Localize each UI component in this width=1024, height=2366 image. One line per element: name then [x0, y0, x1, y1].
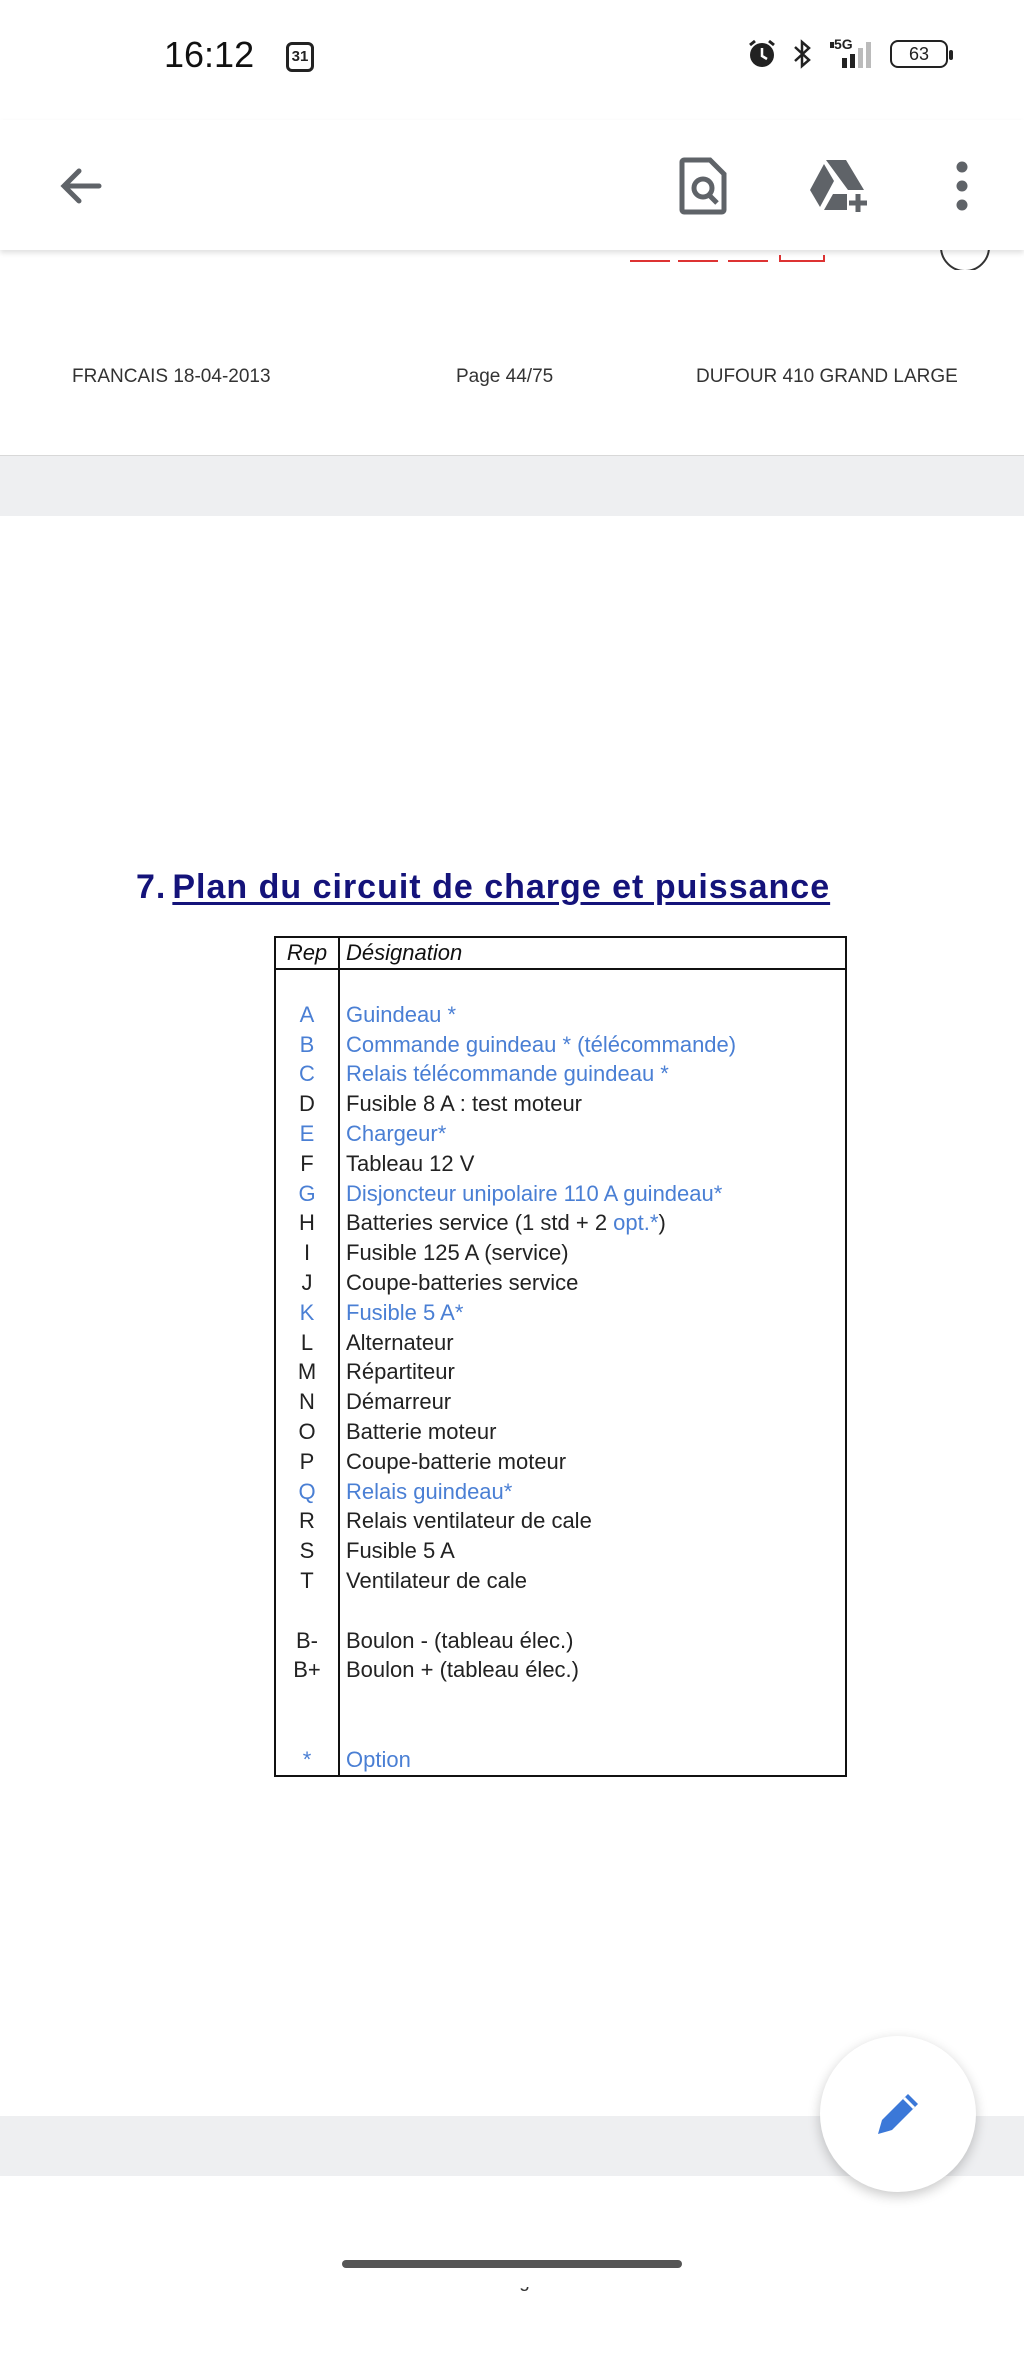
pdf-viewer[interactable] [0, 250, 1024, 2250]
designation-cell: Fusible 125 A (service) [339, 1238, 846, 1268]
table-row [275, 1566, 846, 1596]
designation-cell [339, 969, 846, 1000]
designation-cell: Guindeau * [339, 1000, 846, 1030]
designation-cell: Tableau 12 V [339, 1149, 846, 1179]
bluetooth-icon [792, 38, 814, 70]
designation-cell: Alternateur [339, 1328, 846, 1358]
rep-cell: E [275, 1119, 339, 1149]
table-row [275, 1179, 846, 1209]
back-button[interactable] [44, 150, 116, 222]
battery-icon: 63 [890, 40, 948, 68]
calendar-icon: 31 [286, 42, 314, 72]
designation-cell: Relais ventilateur de cale [339, 1506, 846, 1536]
navigation-bar [0, 2176, 1024, 2287]
rep-cell [275, 1596, 339, 1626]
table-row [275, 1715, 846, 1745]
status-time: 16:12 [164, 34, 255, 75]
table-row [275, 1685, 846, 1715]
table-row [275, 1596, 846, 1626]
footer-right: DUFOUR 410 GRAND LARGE [696, 366, 958, 387]
table-row [275, 1030, 846, 1060]
rep-cell: G [275, 1179, 339, 1209]
table-row [275, 1298, 846, 1328]
rep-cell: B- [275, 1626, 339, 1656]
top-app-bar [0, 120, 1024, 250]
table-row [275, 1387, 846, 1417]
option-mark: opt.* [613, 1210, 659, 1236]
add-to-drive-button[interactable] [804, 150, 876, 222]
table-row [275, 1268, 846, 1298]
designation-cell: Relais guindeau* [339, 1477, 846, 1507]
table-row [275, 1000, 846, 1030]
rep-cell: O [275, 1417, 339, 1447]
designation-text: Batteries service (1 std + 2 [346, 1210, 614, 1236]
find-in-page-icon [678, 156, 730, 216]
designation-cell: Démarreur [339, 1387, 846, 1417]
designation-cell: Boulon + (tableau élec.) [339, 1655, 846, 1685]
table-row [275, 1328, 846, 1358]
table-header-row [275, 937, 846, 969]
section-title: Plan du circuit de charge et puissance [172, 868, 831, 906]
designation-cell: Disjoncteur unipolaire 110 A guindeau* [339, 1179, 846, 1209]
rep-cell: F [275, 1149, 339, 1179]
table-row [275, 1357, 846, 1387]
rep-cell: C [275, 1059, 339, 1089]
page-separator [0, 455, 1024, 517]
rep-cell: R [275, 1506, 339, 1536]
footer-left: FRANCAIS 18-04-2013 [72, 366, 271, 387]
table-row [275, 1506, 846, 1536]
signal-icon [828, 38, 876, 70]
legend-table [274, 936, 847, 1777]
designation-cell: Fusible 5 A [339, 1536, 846, 1566]
column-header-designation: Désignation [339, 937, 846, 969]
status-bar [0, 0, 1024, 120]
rep-cell: T [275, 1566, 339, 1596]
pencil-icon [868, 2084, 928, 2144]
designation-cell: Boulon - (tableau élec.) [339, 1626, 846, 1656]
rep-cell: J [275, 1268, 339, 1298]
table-row [275, 1089, 846, 1119]
designation-cell [339, 1685, 846, 1715]
table-row [275, 1417, 846, 1447]
more-vert-icon [956, 161, 968, 211]
designation-cell [339, 1596, 846, 1626]
footer-center: Page 44/75 [456, 366, 554, 387]
edit-fab-button[interactable] [820, 2036, 976, 2192]
table-row [275, 1059, 846, 1089]
legend-body [275, 969, 846, 1776]
table-row [275, 1119, 846, 1149]
rep-cell: K [275, 1298, 339, 1328]
rep-cell: I [275, 1238, 339, 1268]
home-gesture-pill[interactable] [342, 2260, 682, 2268]
rep-cell [275, 1685, 339, 1715]
diagram-fragment [628, 250, 828, 258]
diagram-circle-fragment [940, 250, 990, 270]
find-in-page-button[interactable] [668, 150, 740, 222]
rep-cell: L [275, 1328, 339, 1358]
network-type: 5G [834, 36, 853, 52]
table-row [275, 969, 846, 1000]
drive-add-icon [808, 158, 872, 214]
designation-text-end: ) [658, 1210, 666, 1236]
rep-cell: N [275, 1387, 339, 1417]
designation-cell: Option [339, 1745, 846, 1776]
designation-cell: Coupe-batteries service [339, 1268, 846, 1298]
table-row [275, 1238, 846, 1268]
designation-cell [339, 1715, 846, 1745]
section-number: 7. [136, 868, 167, 906]
rep-cell: S [275, 1536, 339, 1566]
table-row [275, 1447, 846, 1477]
table-row [275, 1477, 846, 1507]
column-header-rep: Rep [275, 937, 339, 969]
status-icons [746, 38, 948, 70]
designation-cell: Fusible 8 A : test moteur [339, 1089, 846, 1119]
designation-cell: Chargeur* [339, 1119, 846, 1149]
rep-cell: A [275, 1000, 339, 1030]
designation-cell: Ventilateur de cale [339, 1566, 846, 1596]
table-row [275, 1149, 846, 1179]
designation-cell [339, 1208, 846, 1238]
table-row [275, 1208, 846, 1238]
table-row [275, 1626, 846, 1656]
designation-cell: Commande guindeau * (télécommande) [339, 1030, 846, 1060]
table-row [275, 1655, 846, 1685]
table-row [275, 1536, 846, 1566]
rep-cell [275, 969, 339, 1000]
rep-cell: D [275, 1089, 339, 1119]
rep-cell: B [275, 1030, 339, 1060]
designation-cell: Coupe-batterie moteur [339, 1447, 846, 1477]
rep-cell: H [275, 1208, 339, 1238]
alarm-icon [746, 38, 778, 70]
designation-cell: Batterie moteur [339, 1417, 846, 1447]
designation-cell: Répartiteur [339, 1357, 846, 1387]
designation-cell: Relais télécommande guindeau * [339, 1059, 846, 1089]
pdf-page-44 [0, 250, 1024, 455]
more-options-button[interactable] [926, 150, 998, 222]
designation-cell: Fusible 5 A* [339, 1298, 846, 1328]
section-heading [136, 868, 830, 907]
rep-cell: B+ [275, 1655, 339, 1685]
rep-cell: M [275, 1357, 339, 1387]
rep-cell: P [275, 1447, 339, 1477]
rep-cell: * [275, 1745, 339, 1776]
rep-cell: Q [275, 1477, 339, 1507]
arrow-left-icon [55, 161, 105, 211]
table-row [275, 1745, 846, 1776]
rep-cell [275, 1715, 339, 1745]
